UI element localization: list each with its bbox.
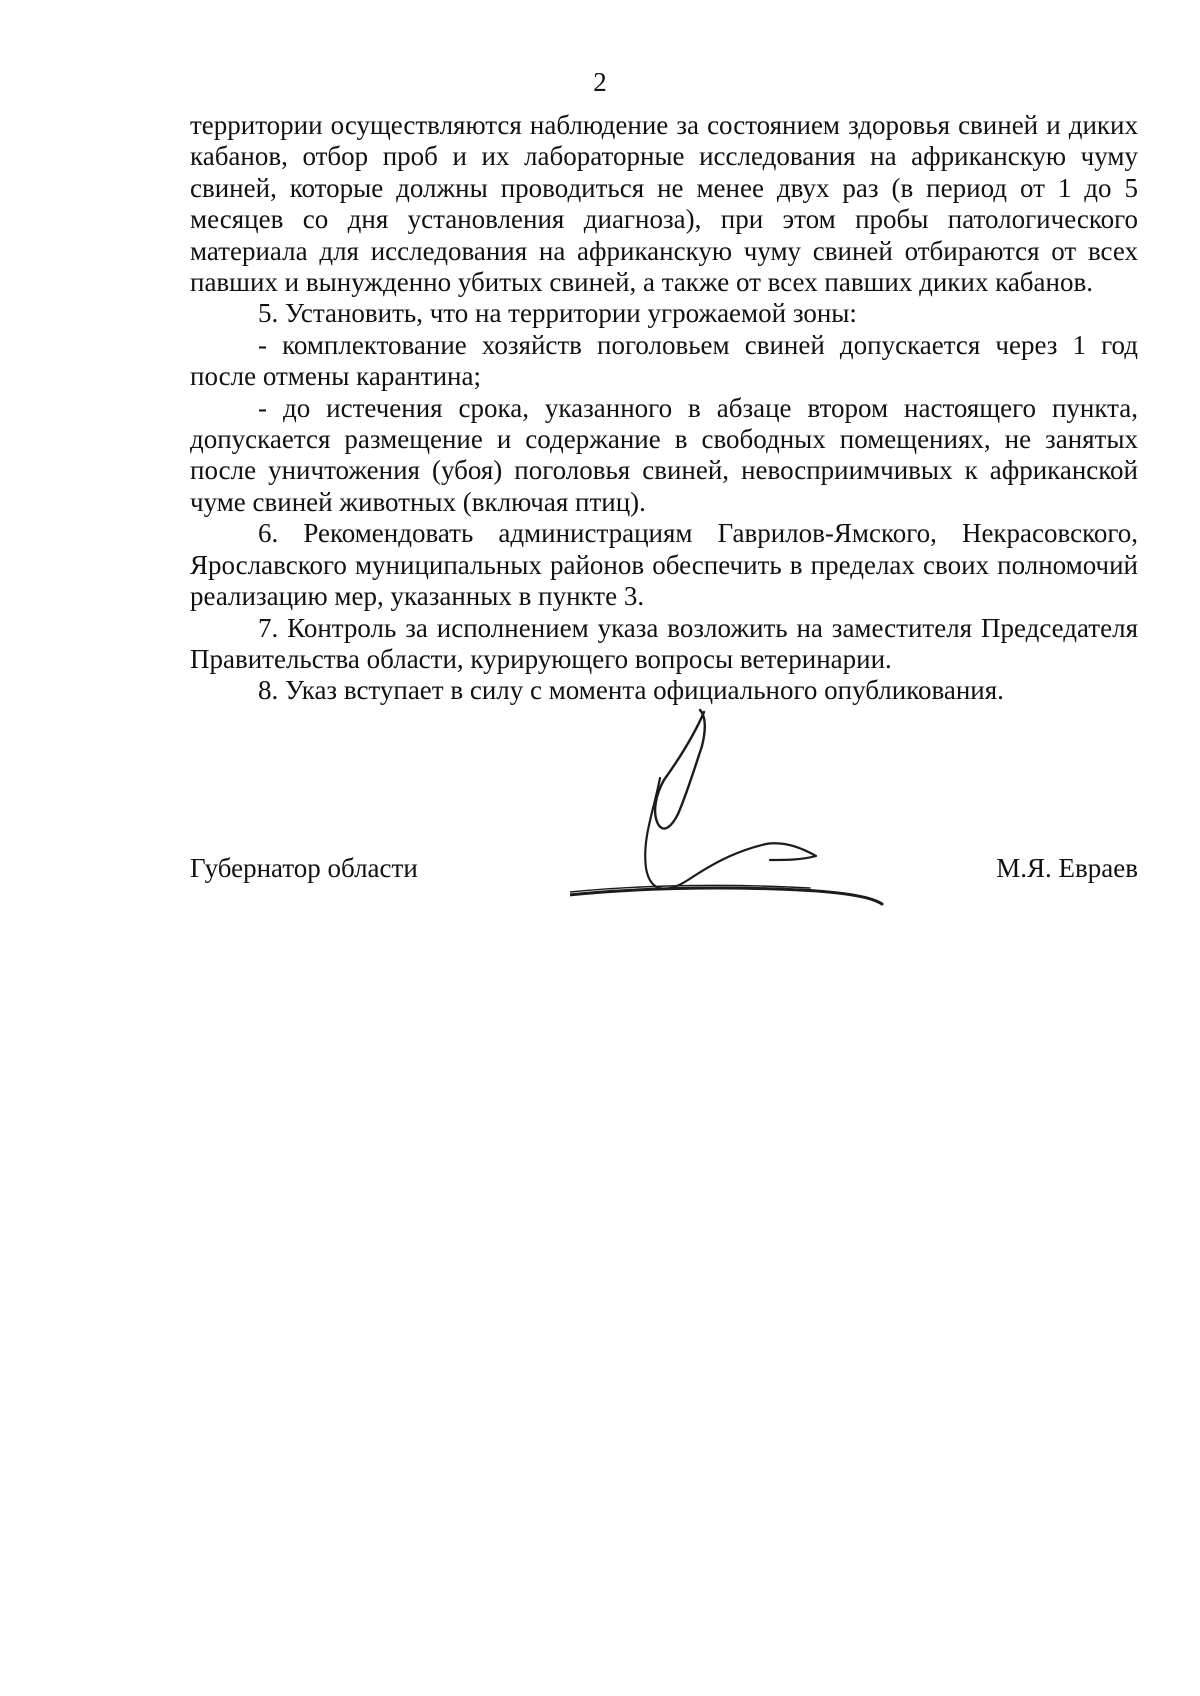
signer-name: М.Я. Евраев: [996, 853, 1138, 883]
paragraph-item-5-sub-2: - до истечения срока, указанного в абзаце втором настоящего пункта, допускается размещение и содержание в свободных помещениях, не занятых после уничтожения (убоя) поголовья свиней, невосприимчивых к африканской чуме свиней животных (включая птиц).: [190, 392, 1138, 517]
page-number: 2: [593, 67, 607, 97]
paragraph-item-5-sub-1: - комплектование хозяйств поголовьем свиней допускается через 1 год после отмены карантина;: [190, 329, 1138, 392]
handwritten-signature: [570, 700, 970, 940]
paragraph-continuation: территории осуществляются наблюдение за состоянием здоровья свиней и диких кабанов, отбор проб и их лабораторные исследования на африканскую чуму свиней, которые должны проводиться не менее двух раз (в период от 1 до 5 месяцев со дня установления диагноза), при этом пробы патологического материала для исследования на африканскую чуму свиней отбираются от всех павших и вынужденно убитых свиней, а также от всех павших диких кабанов.: [190, 110, 1138, 298]
document-body: [190, 110, 1138, 707]
paragraph-item-5: 5. Установить, что на территории угрожаемой зоны:: [258, 298, 857, 329]
paragraph-item-8: 8. Указ вступает в силу с момента официального опубликования.: [258, 675, 1004, 706]
signer-title: Губернатор области: [190, 853, 418, 883]
paragraph-item-7: 7. Контроль за исполнением указа возложить на заместителя Председателя Правительства области, курирующего вопросы ветеринарии.: [190, 612, 1138, 674]
paragraph-item-6: 6. Рекомендовать администрациям Гаврилов-Ямского, Некрасовского, Ярославского муниципальных районов обеспечить в пределах своих полномочий реализацию мер, указанных в пункте 3.: [190, 518, 1138, 612]
